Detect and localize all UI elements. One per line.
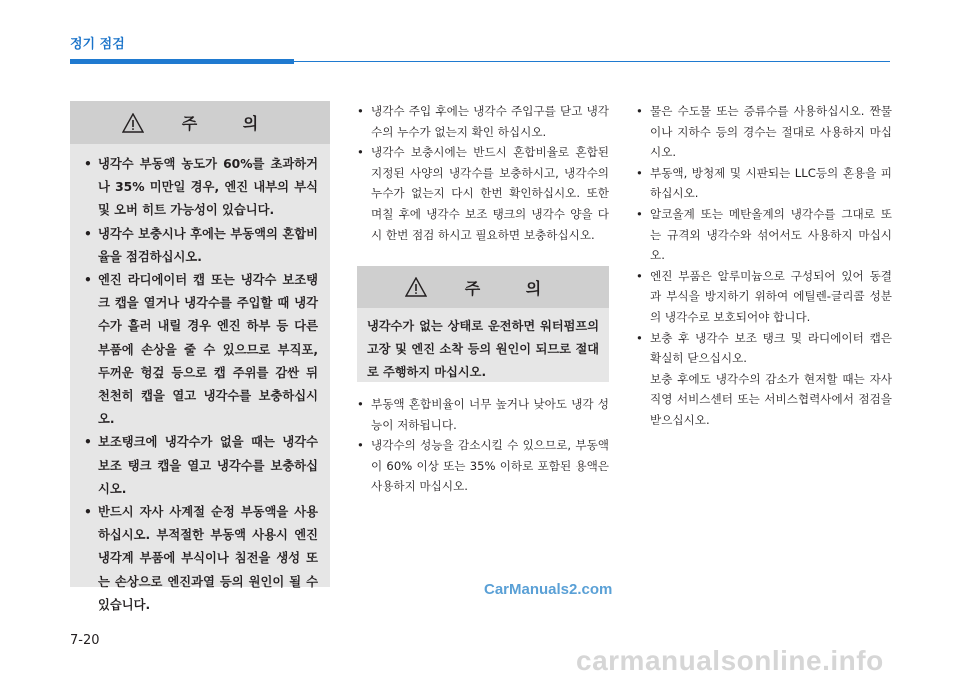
header-rule-thin [294, 61, 890, 62]
section-title: 정기 점검 [70, 37, 125, 52]
list-item: • 물은 수도물 또는 증류수를 사용하십시오. 짠물이나 지하수 등의 경수는 절대로 사용하지 마십시오. [636, 101, 892, 163]
column-3-text [636, 101, 892, 431]
page-number: 7-20 [70, 633, 100, 648]
header-rule-thick [70, 59, 294, 64]
list-item: • 냉각수의 성능을 감소시킬 수 있으므로, 부동액이 60% 이상 또는 35% 이하로 포함된 용액은 사용하지 마십시오. [357, 435, 609, 497]
watermark-link[interactable]: CarManuals2.com [484, 581, 613, 598]
list-item: • 엔진 라디에이터 캡 또는 냉각수 보조탱크 캡을 열거나 냉각수를 주입할 때 냉각수가 흘러 내릴 경우 엔진 하부 등 다른 부품에 손상을 줄 수 있으므로 부직포, 두꺼운 헝겊 등으로 캡 주위를 감싼 뒤 천천히 캡을 열고 냉각수를 보충하십시오. [84, 269, 318, 431]
list-item: • 냉각수 보충시나 후에는 부동액의 혼합비율을 점검하십시오. [84, 223, 318, 269]
list-item: • 보조탱크에 냉각수가 없을 때는 냉각수 보조 탱크 캡을 열고 냉각수를 보충하십시오. [84, 431, 318, 501]
warning-triangle-icon [122, 113, 144, 133]
list-item: • 부동액 혼합비율이 너무 높거나 낮아도 냉각 성능이 저하됩니다. [357, 394, 609, 435]
list-item: • 냉각수 주입 후에는 냉각수 주입구를 닫고 냉각수의 누수가 없는지 확인 하십시오. [357, 101, 609, 142]
list-item: • 알코올계 또는 메탄올계의 냉각수를 그대로 또는 규격외 냉각수와 섞어서도 사용하지 마십시오. [636, 204, 892, 266]
caution-text: 냉각수가 없는 상태로 운전하면 워터펌프의 고장 및 엔진 소착 등의 원인이 되므로 절대로 주행하지 마십시오. [367, 319, 599, 379]
list-item: • 보충 후 냉각수 보조 탱크 및 라디에이터 캡은 확실히 닫으십시오. [636, 328, 892, 369]
caution-header [357, 266, 609, 308]
column-2-text [357, 101, 609, 245]
list-item: • 냉각수 부동액 농도가 60%를 초과하거나 35% 미만일 경우, 엔진 내부의 부식 및 오버 히트 가능성이 있습니다. [84, 153, 318, 223]
note-text: 보충 후에도 냉각수의 감소가 현저할 때는 자사 직영 서비스센터 또는 서비스협력사에서 점검을 받으십시오. [650, 371, 892, 427]
caution-box-2 [357, 266, 609, 382]
caution-title: 주 의 [464, 278, 562, 298]
watermark-footer: carmanualsonline.info [576, 645, 884, 676]
list-item: • 부동액, 방청제 및 시판되는 LLC등의 혼용을 피하십시오. [636, 163, 892, 204]
warning-triangle-icon [405, 277, 427, 297]
column-2b-text [357, 394, 609, 497]
list-item: • 냉각수 보충시에는 반드시 혼합비율로 혼합된 지정된 사양의 냉각수를 보충하시고, 냉각수의 누수가 없는지 다시 한번 확인하십시오. 또한 며칠 후에 냉각수 보조 탱크의 냉각수 양을 다시 한번 점검 하시고 필요하면 보충하십시오. [357, 142, 609, 245]
caution-box-1 [70, 101, 330, 612]
caution-title: 주 의 [181, 114, 279, 133]
list-item: • 반드시 자사 사계절 순정 부동액을 사용하십시오. 부적절한 부동액 사용시 엔진 냉각계 부품에 부식이나 침전을 생성 또는 손상으로 엔진과열 등의 원인이 될 수 있습니다. [84, 501, 318, 617]
list-item: • 엔진 부품은 알루미늄으로 구성되어 있어 동결과 부식을 방지하기 위하여 에틸렌-글리콜 성분의 냉각수로 보호되어야 합니다. [636, 266, 892, 328]
caution-header [70, 101, 330, 144]
caution-list-1 [70, 144, 330, 617]
